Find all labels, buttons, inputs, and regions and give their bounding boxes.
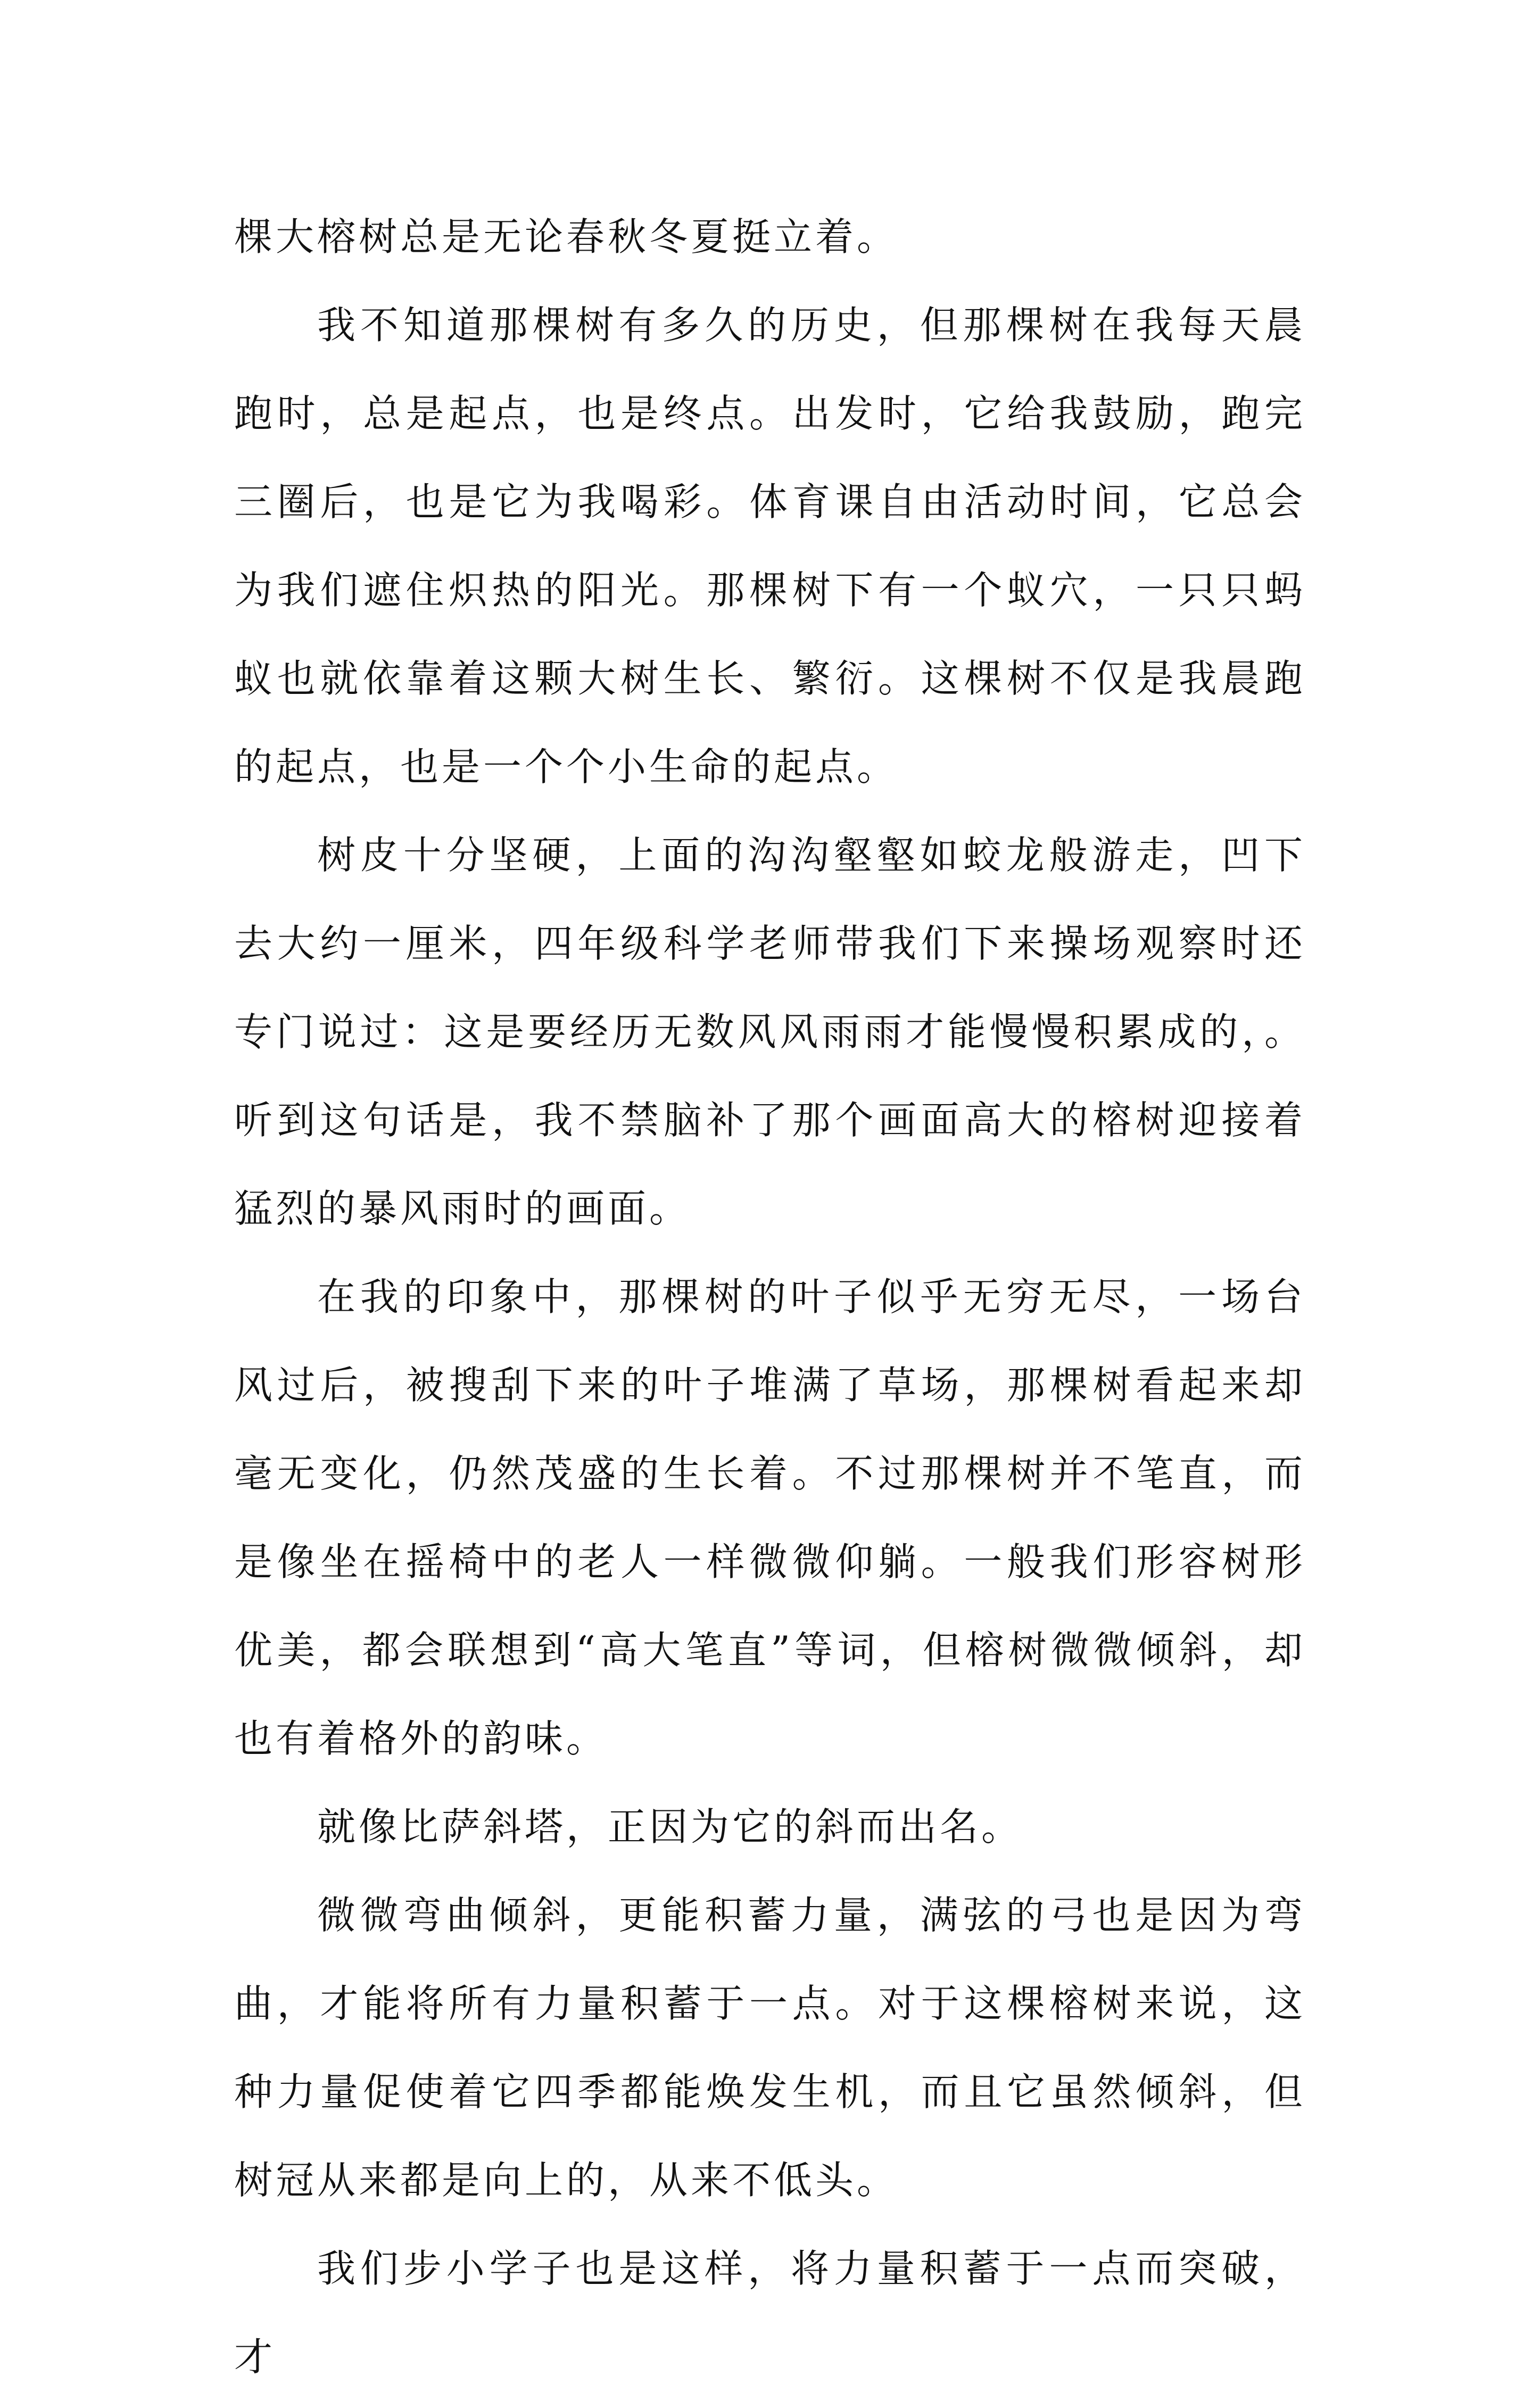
essay-body — [234, 193, 1306, 2401]
paragraph-2: 我不知道那棵树有多久的历史，但那棵树在我每天晨跑时，总是起点，也是终点。出发时，它给我鼓励，跑完三圈后，也是它为我喝彩。体育课自由活动时间，它总会为我们遮住炽热的阳光。那棵树下有一个蚁穴，一只只蚂蚁也就依靠着这颗大树生长、繁衍。这棵树不仅是我晨跑的起点，也是一个个小生命的起点。 — [234, 303, 1306, 789]
paragraph-1: 棵大榕树总是无论春秋冬夏挺立着。 — [234, 214, 899, 259]
paragraph-3: 树皮十分坚硬，上面的沟沟壑壑如蛟龙般游走，凹下去大约一厘米，四年级科学老师带我们下来操场观察时还专门说过：这是要经历无数风风雨雨才能慢慢积累成的，。听到这句话是，我不禁脑补了那个画面高大的榕树迎接着猛烈的暴风雨时的画面。 — [234, 833, 1306, 1231]
paragraph-5: 就像比萨斜塔，正因为它的斜而出名。 — [317, 1804, 1023, 1849]
paragraph-7: 我们步小学子也是这样，将力量积蓄于一点而突破，才 — [234, 2246, 1306, 2379]
paragraph-6: 微微弯曲倾斜，更能积蓄力量，满弦的弓也是因为弯曲，才能将所有力量积蓄于一点。对于这棵榕树来说，这种力量促使着它四季都能焕发生机，而且它虽然倾斜，但树冠从来都是向上的，从来不低头。 — [234, 1893, 1306, 2203]
paragraph-4: 在我的印象中，那棵树的叶子似乎无穷无尽，一场台风过后，被搜刮下来的叶子堆满了草场，那棵树看起来却毫无变化，仍然茂盛的生长着。不过那棵树并不笔直，而是像坐在摇椅中的老人一样微微仰躺。一般我们形容树形优美，都会联想到“高大笔直”等词，但榕树微微倾斜，却也有着格外的韵味。 — [234, 1274, 1306, 1761]
